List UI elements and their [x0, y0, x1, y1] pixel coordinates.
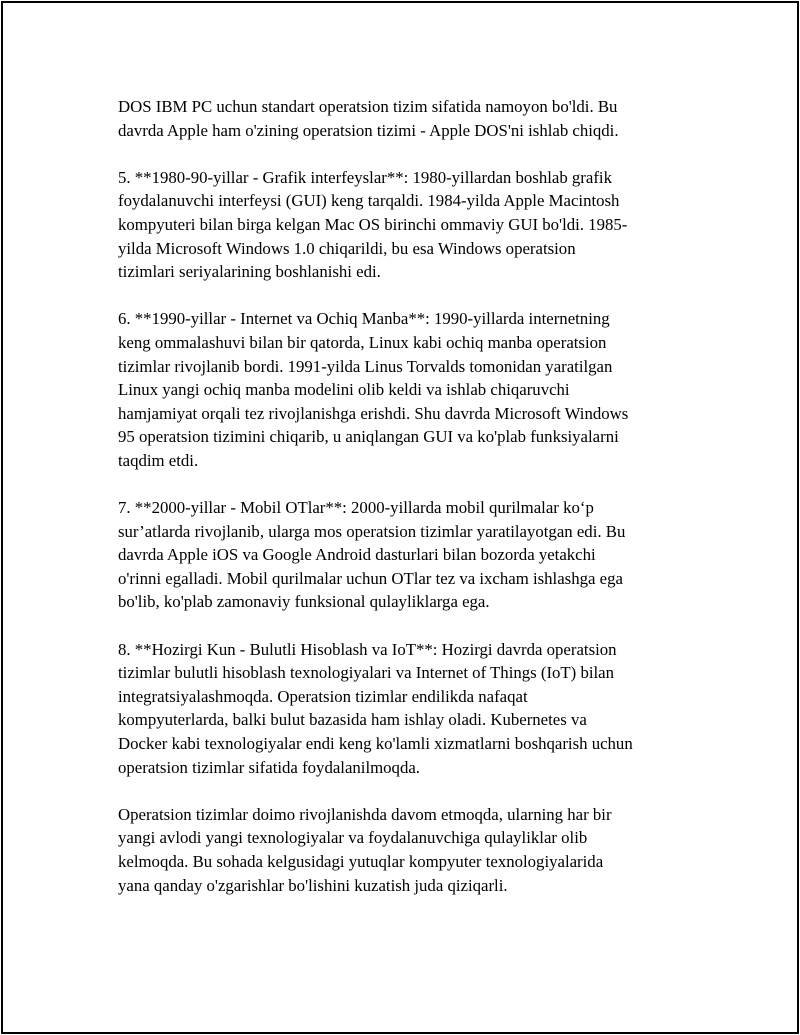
text-line: yana qanday o'zgarishlar bo'lishini kuzatish juda qiziqarli.: [118, 875, 508, 895]
paragraph-dos-intro: [118, 95, 686, 142]
paragraph-mobile-os: [118, 496, 686, 614]
text-line: yangi avlodi yangi texnologiyalar va foydalanuvchiga qulayliklar olib: [118, 828, 588, 848]
text-line: DOS IBM PC uchun standart operatsion tizim sifatida namoyon bo'ldi. Bu: [118, 97, 618, 116]
text-line: taqdim etdi.: [118, 450, 199, 470]
text-line: Docker kabi texnologiyalar endi keng ko'lamli xizmatlarni boshqarish uchun: [118, 734, 633, 754]
text-line: tizimlari seriyalarining boshlanishi edi.: [118, 262, 381, 282]
text-line: kompyuterlarda, balki bulut bazasida ham ishlay oladi. Kubernetes va: [118, 710, 587, 730]
text-line: davrda Apple ham o'zining operatsion tizimi - Apple DOS'ni ishlab chiqdi.: [118, 120, 619, 140]
text-line: 6. **1990-yillar - Internet va Ochiq Manba**: 1990-yillarda internetning: [118, 309, 610, 329]
text-line: Linux yangi ochiq manba modelini olib keldi va ishlab chiqaruvchi: [118, 380, 570, 400]
paragraph-gui-era: [118, 166, 686, 284]
text-line: tizimlar bulutli hisoblash texnologiyalari va Internet of Things (IoT) bilan: [118, 663, 615, 683]
text-line: Operatsion tizimlar doimo rivojlanishda davom etmoqda, ularning har bir: [118, 804, 612, 824]
text-line: davrda Apple iOS va Google Android dasturlari bilan bozorda yetakchi: [118, 545, 596, 565]
text-line: 5. **1980-90-yillar - Grafik interfeyslar**: 1980-yillardan boshlab grafik: [118, 167, 612, 187]
text-line: 95 operatsion tizimini chiqarib, u aniqlangan GUI va ko'plab funksiyalarni: [118, 427, 619, 447]
text-line: yilda Microsoft Windows 1.0 chiqarildi, bu esa Windows operatsion: [118, 238, 576, 258]
text-line: hamjamiyat orqali tez rivojlanishga erishdi. Shu davrda Microsoft Windows: [118, 403, 629, 423]
text-line: 7. **2000-yillar - Mobil OTlar**: 2000-yillarda mobil qurilmalar ko‘p: [118, 498, 594, 518]
text-line: foydalanuvchi interfeysi (GUI) keng tarqaldi. 1984-yilda Apple Macintosh: [118, 191, 620, 211]
text-line: bo'lib, ko'plab zamonaviy funksional qulayliklarga ega.: [118, 592, 490, 612]
paragraph-internet-open-source: [118, 307, 686, 472]
text-line: tizimlar rivojlanib bordi. 1991-yilda Linus Torvalds tomonidan yaratilgan: [118, 356, 613, 376]
text-line: integratsiyalashmoqda. Operatsion tizimlar endilikda nafaqat: [118, 686, 528, 706]
paragraph-cloud-iot: [118, 638, 686, 780]
text-line: operatsion tizimlar sifatida foydalanilmoqda.: [118, 757, 420, 777]
document-body: [118, 95, 686, 921]
text-line: keng ommalashuvi bilan bir qatorda, Linux kabi ochiq manba operatsion: [118, 332, 607, 352]
text-line: o'rinni egalladi. Mobil qurilmalar uchun OTlar tez va ixcham ishlashga ega: [118, 568, 623, 588]
text-line: 8. **Hozirgi Kun - Bulutli Hisoblash va IoT**: Hozirgi davrda operatsion: [118, 639, 617, 659]
text-line: kelmoqda. Bu sohada kelgusidagi yutuqlar kompyuter texnologiyalarida: [118, 852, 604, 871]
text-line: sur’atlarda rivojlanib, ularga mos operatsion tizimlar yaratilayotgan edi. Bu: [118, 521, 626, 541]
text-line: kompyuteri bilan birga kelgan Mac OS birinchi ommaviy GUI bo'ldi. 1985-: [118, 214, 628, 234]
paragraph-conclusion: [118, 803, 686, 897]
